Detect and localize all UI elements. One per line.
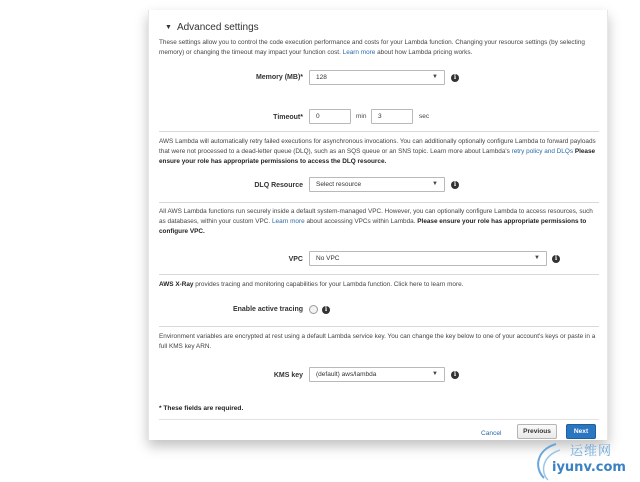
timeout-seconds-input[interactable] [371, 109, 413, 124]
vpc-select[interactable] [309, 251, 547, 266]
active-tracing-checkbox[interactable] [309, 305, 318, 314]
dlq-label: DLQ Resource [254, 182, 303, 189]
dlq-info-text [159, 137, 599, 167]
intro-text-end: about how Lambda pricing works. [377, 49, 473, 56]
watermark-line2: iyunv.com [552, 460, 626, 475]
divider [159, 202, 599, 203]
chevron-down-icon: ▼ [534, 255, 540, 261]
kms-info-text [159, 332, 599, 352]
timeout-label: Timeout* [273, 114, 303, 121]
xray-info-text [159, 280, 599, 290]
seconds-unit: sec [419, 113, 430, 120]
kms-info-desc: Environment variables are encrypted at rest using a default Lambda service key. You can change the key below to one of your account's keys or paste in a full KMS key ARN. [159, 333, 596, 350]
kms-value: (default) aws/lambda [316, 371, 377, 378]
tracing-label: Enable active tracing [232, 306, 303, 313]
dlq-info-mid: Learn more about Lambda's [430, 148, 510, 155]
next-button[interactable]: Next [566, 424, 596, 439]
vpc-learn-more-link[interactable]: Learn more [271, 218, 305, 225]
section-title: Advanced settings [176, 22, 259, 33]
divider [159, 274, 599, 275]
info-icon[interactable]: i [451, 74, 459, 82]
memory-select[interactable] [309, 70, 445, 85]
dlq-resource-select[interactable] [309, 177, 445, 192]
timeout-seconds-value: 3 [378, 113, 382, 120]
dlq-info-start: AWS Lambda will automatically retry failed executions for asynchronous invocations. You can additionally optionally configure Lambda to forward payloads that were not processed to a dead-letter queue (DLQ), such as an SQS queue or an SNS topic. [159, 138, 596, 155]
dlq-permission-note: Please ensure your role has appropriate permissions to access the DLQ resource. [159, 148, 596, 165]
vpc-info-start: All AWS Lambda functions run securely inside a default system-managed VPC. However, you can optionally configure Lambda to access resources, such as databases, within your custom VPC. [159, 208, 593, 225]
vpc-value: No VPC [316, 255, 340, 262]
divider [159, 131, 599, 132]
memory-label: Memory (MB)* [255, 74, 303, 81]
divider [159, 326, 599, 327]
info-icon[interactable]: i [451, 371, 459, 379]
vpc-info-text [159, 207, 599, 237]
timeout-minutes-value: 0 [316, 113, 320, 120]
kms-key-select[interactable] [309, 367, 445, 382]
info-icon[interactable]: i [322, 306, 330, 314]
footer-divider [159, 419, 599, 420]
vpc-permission-note: Please ensure your role has appropriate permissions to configure VPC. [159, 218, 587, 235]
kms-label: KMS key [273, 372, 303, 379]
vpc-info-mid: about accessing VPCs within Lambda. [306, 218, 416, 225]
minutes-unit: min [356, 113, 367, 120]
watermark-line1: 运维网 [570, 444, 613, 459]
info-icon[interactable]: i [451, 181, 459, 189]
vpc-label: VPC [288, 256, 303, 263]
chevron-down-icon: ▼ [432, 181, 438, 187]
advanced-settings-panel [148, 10, 608, 440]
chevron-down-icon: ▼ [432, 371, 438, 377]
previous-button[interactable]: Previous [517, 424, 557, 439]
cancel-button[interactable]: Cancel [481, 430, 502, 437]
section-header[interactable] [165, 22, 259, 33]
required-fields-note: * These fields are required. [159, 405, 244, 412]
memory-value: 128 [316, 74, 327, 81]
xray-title: AWS X-Ray [159, 281, 194, 288]
intro-text-start: These settings allow you to control the code execution performance and costs for your Lambda function. Changing your resource settings (by selecting memory) or changing the timeout may impact your function cost. [159, 39, 585, 56]
pricing-learn-more-link[interactable]: Learn more [342, 49, 376, 56]
dlq-value: Select resource [316, 181, 362, 188]
caret-down-icon: ▼ [165, 24, 172, 31]
chevron-down-icon: ▼ [432, 74, 438, 80]
xray-info-desc: provides tracing and monitoring capabilities for your Lambda function. Click here to learn more. [195, 281, 464, 288]
timeout-minutes-input[interactable] [309, 109, 351, 124]
retry-policy-link[interactable]: retry policy and DLQs [511, 148, 574, 155]
watermark-logo [530, 438, 640, 482]
info-icon[interactable]: i [552, 255, 560, 263]
intro-text [159, 38, 599, 58]
